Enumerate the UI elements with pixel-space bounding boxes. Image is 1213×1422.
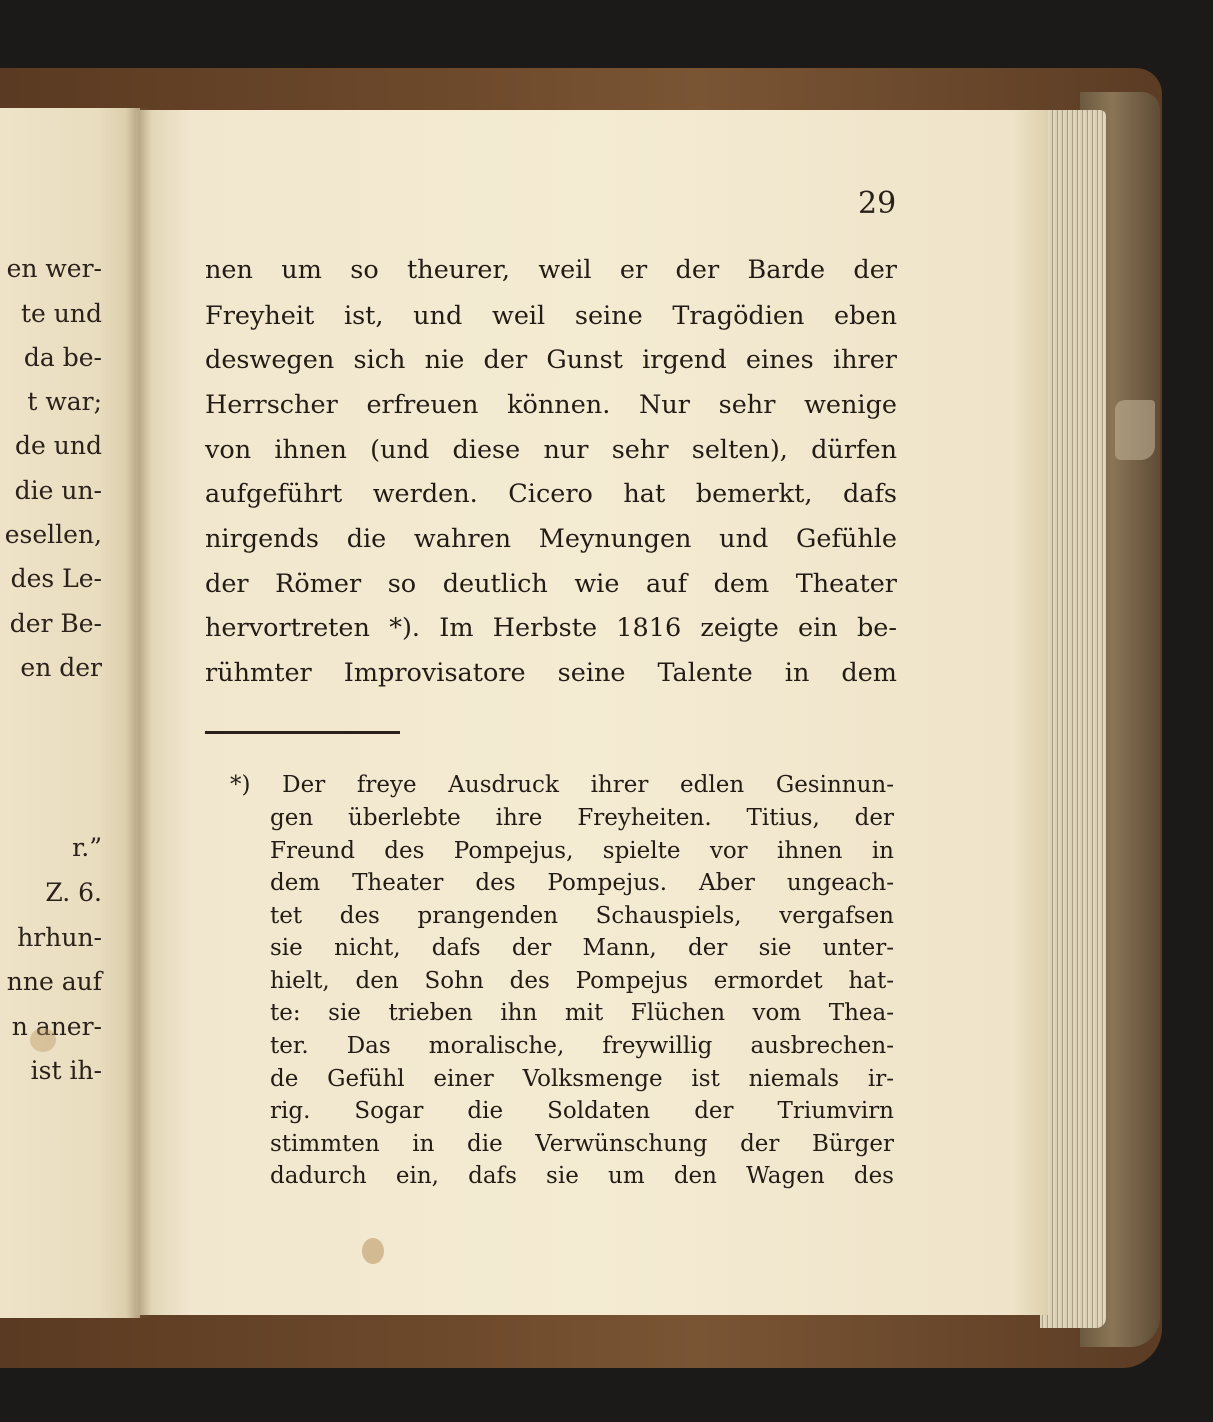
body-line: Freyheit ist, und weil seine Tragödien eben bbox=[205, 301, 897, 331]
page-block-edges bbox=[1040, 110, 1106, 1328]
left-line: Z. 6. bbox=[45, 878, 102, 907]
footnote-line: ter. Das moralische, freywillig ausbrechen- bbox=[270, 1033, 894, 1059]
left-line: r.” bbox=[72, 833, 102, 862]
body-line: rühmter Improvisatore seine Talente in dem bbox=[205, 658, 897, 688]
footnote-line: rig. Sogar die Soldaten der Triumvirn bbox=[270, 1098, 894, 1124]
footnote-line: gen überlebte ihre Freyheiten. Titius, der bbox=[270, 805, 894, 831]
left-page-text bbox=[0, 108, 140, 1318]
body-line: aufgeführt werden. Cicero hat bemerkt, dafs bbox=[205, 479, 897, 509]
page-number: 29 bbox=[858, 186, 897, 221]
left-line: en wer- bbox=[6, 254, 102, 283]
paper-stain bbox=[30, 1028, 56, 1052]
body-line: deswegen sich nie der Gunst irgend eines ihrer bbox=[205, 345, 897, 375]
left-line: de und bbox=[15, 431, 102, 460]
worn-leather-patch bbox=[1115, 400, 1155, 460]
left-line: hrhun- bbox=[17, 923, 102, 952]
footnote-line: *) Der freye Ausdruck ihrer edlen Gesinnun- bbox=[230, 772, 894, 798]
left-line: nne auf bbox=[6, 967, 102, 996]
body-line: hervortreten *). Im Herbste 1816 zeigte ein be- bbox=[205, 613, 897, 643]
footnote-line: de Gefühl einer Volksmenge ist niemals ir- bbox=[270, 1066, 894, 1092]
left-line: des Le- bbox=[10, 564, 102, 593]
body-line: Herrscher erfreuen können. Nur sehr wenige bbox=[205, 390, 897, 420]
footnote-line: dadurch ein, dafs sie um den Wagen des bbox=[270, 1163, 894, 1189]
left-line: en der bbox=[20, 653, 102, 682]
left-line: der Be- bbox=[9, 609, 102, 638]
body-line: der Römer so deutlich wie auf dem Theater bbox=[205, 569, 897, 599]
paper-stain bbox=[362, 1238, 384, 1264]
body-line: von ihnen (und diese nur sehr selten), dürfen bbox=[205, 435, 897, 465]
footnote-line: Freund des Pompejus, spielte vor ihnen in bbox=[270, 838, 894, 864]
left-line: die un- bbox=[14, 476, 102, 505]
footnote-line: tet des prangenden Schauspiels, vergafsen bbox=[270, 903, 894, 929]
left-line: te und bbox=[21, 299, 102, 328]
body-line: nirgends die wahren Meynungen und Gefühle bbox=[205, 524, 897, 554]
left-line: esellen, bbox=[4, 520, 102, 549]
left-line: ist ih- bbox=[30, 1056, 102, 1085]
left-line: n aner- bbox=[11, 1012, 102, 1041]
footnote-line: stimmten in die Verwünschung der Bürger bbox=[270, 1131, 894, 1157]
footnote-line: sie nicht, dafs der Mann, der sie unter- bbox=[270, 935, 894, 961]
body-line: nen um so theurer, weil er der Barde der bbox=[205, 255, 897, 285]
footnote-line: hielt, den Sohn des Pompejus ermordet hat- bbox=[270, 968, 894, 994]
footnote-line: te: sie trieben ihn mit Flüchen vom Thea- bbox=[270, 1000, 894, 1026]
left-line: t war; bbox=[27, 387, 102, 416]
book-gutter bbox=[126, 108, 152, 1318]
footnote-separator bbox=[205, 731, 400, 734]
left-line: da be- bbox=[23, 343, 102, 372]
footnote-line: dem Theater des Pompejus. Aber ungeach- bbox=[270, 870, 894, 896]
